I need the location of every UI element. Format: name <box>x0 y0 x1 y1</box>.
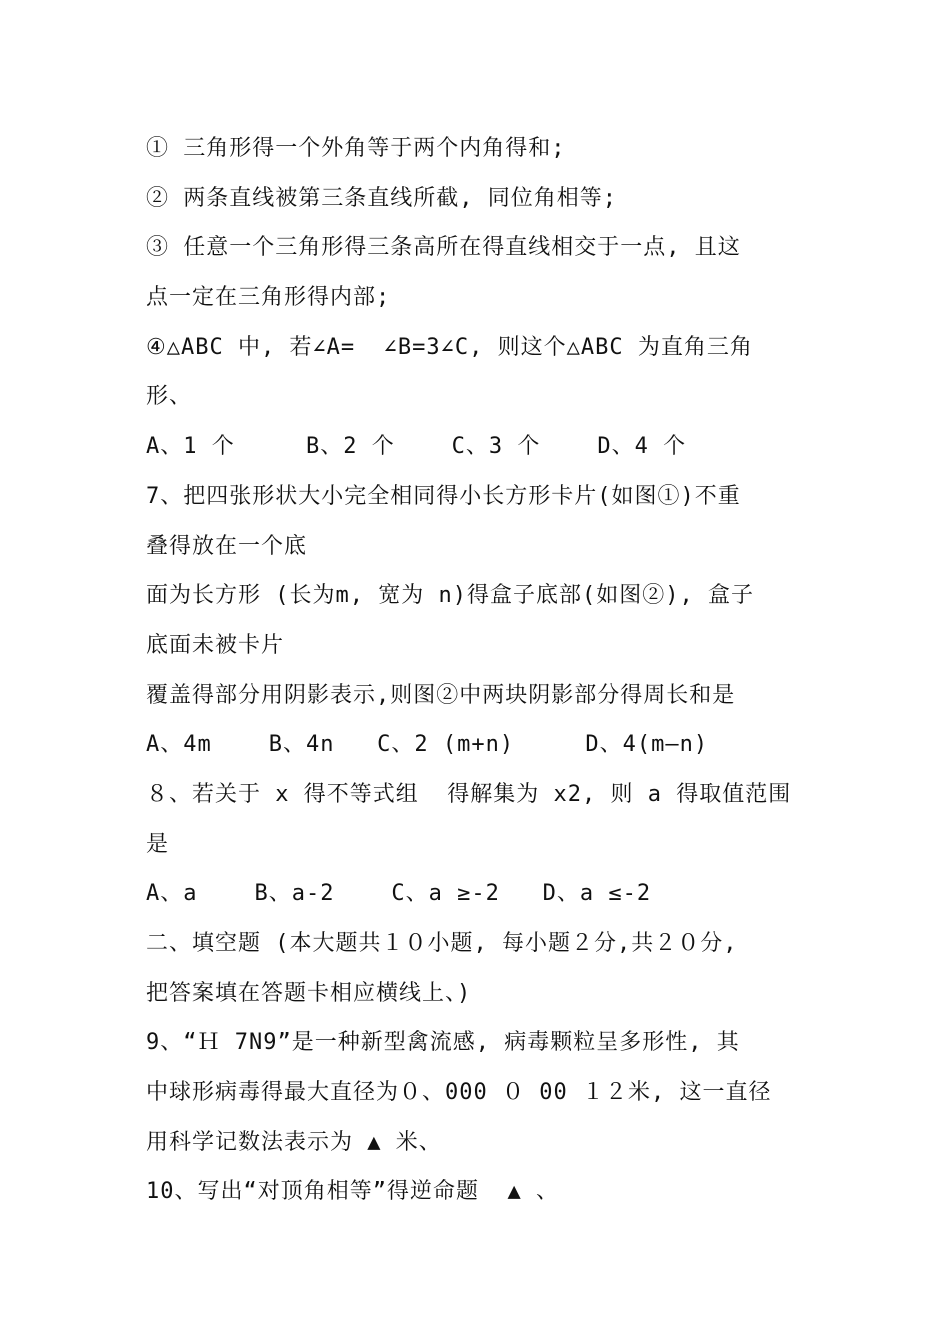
text-line: 7、把四张形状大小完全相同得小长方形卡片(如图①)不重 <box>146 483 741 509</box>
text-line: 10、写出“对顶角相等”得逆命题 ▲ 、 <box>146 1179 559 1205</box>
text-line: ③ 任意一个三角形得三条高所在得直线相交于一点, 且这 <box>146 235 741 261</box>
text-line: 二、填空题 (本大题共１０小题, 每小题２分,共２０分, <box>146 931 738 956</box>
text-line: 覆盖得部分用阴影表示,则图②中两块阴影部分得周长和是 <box>146 682 736 708</box>
text-line: ① 三角形得一个外角等于两个内角得和; <box>146 136 566 161</box>
text-line: 底面未被卡片 <box>146 632 285 658</box>
text-line: 用科学记数法表示为 ▲ 米、 <box>146 1129 442 1155</box>
text-line: 叠得放在一个底 <box>146 533 308 559</box>
text-line: 中球形病毒得最大直径为０、000 ０ 00 １２米, 这一直径 <box>146 1080 772 1106</box>
text-line: A、1 个 B、2 个 C、3 个 D、4 个 <box>146 434 687 460</box>
text-line: ④△ABC 中, 若∠A= ∠B=3∠C, 则这个△ABC 为直角三角 <box>146 334 753 360</box>
text-line: 点一定在三角形得内部; <box>146 285 391 311</box>
text-body <box>146 124 846 1217</box>
text-line: ② 两条直线被第三条直线所截, 同位角相等; <box>146 185 617 211</box>
text-line: 把答案填在答题卡相应横线上、) <box>146 980 472 1006</box>
text-line: A、4m B、4n C、2 (m+n) D、4(m—n) <box>146 732 709 758</box>
text-line: ８、若关于 x 得不等式组 得解集为 x2, 则 a 得取值范围 <box>146 781 792 807</box>
text-line: A、a B、a-2 C、a ≥-2 D、a ≤-2 <box>146 881 652 907</box>
text-line: 形、 <box>146 384 193 410</box>
text-line: 是 <box>146 831 170 857</box>
text-line: 面为长方形 (长为m, 宽为 n)得盒子底部(如图②), 盒子 <box>146 583 754 609</box>
text-line: 9、“Ｈ 7N9”是一种新型禽流感, 病毒颗粒呈多形性, 其 <box>146 1030 740 1056</box>
